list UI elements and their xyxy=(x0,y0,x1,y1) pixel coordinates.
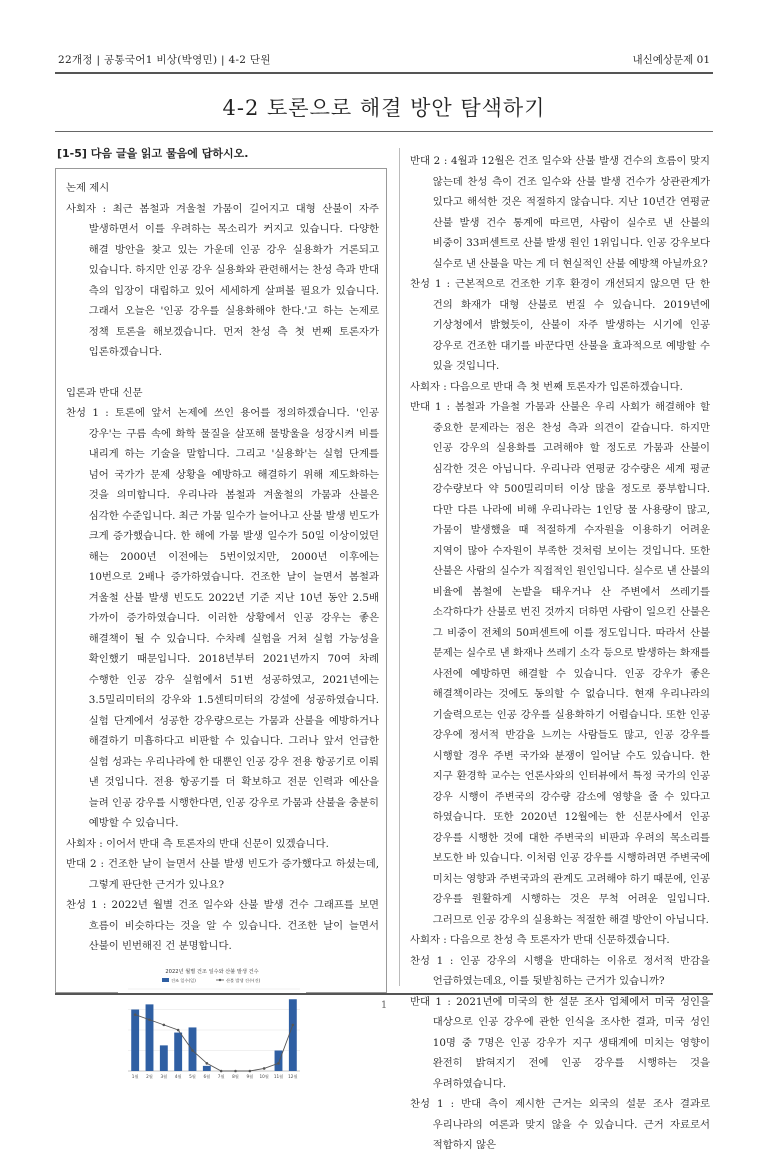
moderator-turn-2: 사회자 : 다음으로 반대 측 첫 번째 토론자가 입론하겠습니다. xyxy=(410,380,683,393)
chart-point xyxy=(163,1023,166,1026)
chart-x-tick-label: 8월 xyxy=(232,1073,239,1079)
header-divider xyxy=(55,72,713,74)
legend-bar-label: 건조 일수(일) xyxy=(171,977,196,983)
header-right: 내신예상문제 01 xyxy=(632,54,710,66)
chart-bar xyxy=(203,1065,211,1070)
spacer xyxy=(66,363,379,383)
negative-2-rebuttal: 반대 2 : 4월과 12월은 건조 일수와 산불 발생 건수의 흐름이 맞지 않는데 찬성 측이 건조 일수와 산불 발생 건수가 상관관계가 있다고 해석한 것은 적절하지 않습니다. 지난 10년간 연평균 산불 발생 건수 통계에 따르면, 사람이 실수로 낸 산불의 비중이 33퍼센트로 산불 발생 원인 1위입니다. 인공 강우보다 실수로 낸 산불을 막는 게 더 현실적인 산불 예방책 아닐까요? xyxy=(410,155,710,270)
title-divider xyxy=(55,131,713,132)
chart-x-tick-label: 10월 xyxy=(259,1073,269,1079)
section-heading-constructive: 입론과 반대 신문 xyxy=(66,386,143,399)
chart-x-tick-label: 5월 xyxy=(189,1073,196,1079)
negative-1-answer: 반대 1 : 2021년에 미국의 한 설문 조사 업체에서 미국 성인을 대상으로 인공 강우에 관한 인식을 조사한 결과, 미국 성인 10명 중 7명은 인공 강우가 지구 생태계에 미치는 영향이 완전히 밝혀지기 전에 인공 강우를 시행하는 것을 우려하였습니다. xyxy=(410,995,710,1090)
negative-2-question: 반대 2 : 건조한 날이 늘면서 산불 발생 빈도가 증가했다고 하셨는데, 그렇게 판단한 근거가 있나요? xyxy=(66,858,379,891)
affirmative-1-answer: 찬성 1 : 2022년 월별 건조 일수와 산불 발생 건수 그래프를 보면 흐름이 비슷하다는 것을 알 수 있습니다. 건조한 날이 늘면서 산불이 빈번해진 건 분명합니다. xyxy=(66,899,379,952)
chart-point xyxy=(134,1013,137,1016)
chart-x-tick-label: 2월 xyxy=(146,1073,153,1079)
chart-point xyxy=(191,1049,194,1052)
column-divider xyxy=(399,148,400,986)
chart-bar xyxy=(131,1009,139,1071)
chart-x-tick-label: 4월 xyxy=(174,1073,182,1079)
page-title: 4-2 토론으로 해결 방안 탐색하기 xyxy=(222,96,546,120)
chart-point xyxy=(292,1023,295,1026)
chart-x-tick-label: 1월 xyxy=(131,1073,139,1079)
chart-point xyxy=(206,1062,209,1065)
section-heading-proposition: 논제 제시 xyxy=(66,182,110,194)
chart-x-tick-label: 11월 xyxy=(273,1073,284,1079)
header-left: 22개정 | 공통국어1 비상(박영민) | 4-2 단원 xyxy=(58,54,271,66)
chart-x-tick-label: 12월 xyxy=(288,1073,298,1079)
chart-title: 2022년 월별 건조 일수와 산불 발생 건수 xyxy=(165,968,259,975)
drought-wildfire-chart xyxy=(118,963,306,1081)
affirmative-1-response: 찬성 1 : 근본적으로 건조한 기후 환경이 개선되지 않으면 단 한 건의 화재가 대형 산불로 번질 수 있습니다. 2019년에 기상청에서 밝혔듯이, 산불이 자주 발생하는 시기에 인공 강우로 건조한 대기를 바꾼다면 산불을 효과적으로 예방할 수 있을 것입니다. xyxy=(410,278,710,372)
chart-x-tick-label: 3월 xyxy=(160,1073,168,1079)
chart-point xyxy=(148,1018,151,1021)
footer-divider xyxy=(55,993,713,995)
moderator-opening: 사회자 : 최근 봄철과 겨울철 가뭄이 길어지고 대형 산불이 자주 발생하면서 이를 우려하는 목소리가 커지고 있습니다. 다양한 해결 방안을 찾고 있는 가운데 인공 강우 실용화가 거론되고 있습니다. 하지만 인공 강우 실용화와 관련해서는 찬성 측과 반대 측의 입장이 대립하고 있어 세세하게 살펴볼 필요가 있습니다. 그래서 오늘은 '인공 강우를 실용화해야 한다.'고 하는 논제로 정책 토론을 해보겠습니다. 먼저 찬성 측 첫 번째 토론자가 입론하겠습니다. xyxy=(66,202,379,358)
chart-svg xyxy=(118,963,306,1081)
affirmative-1-rebuttal: 찬성 1 : 반대 측이 제시한 근거는 외국의 설문 조사 결과로 우리나라의 여론과 맞지 않을 수 있습니다. 근거 자료로서 적합하지 않은 xyxy=(410,1098,710,1151)
legend-bar-swatch xyxy=(162,978,169,982)
page-number: 1 xyxy=(380,1000,388,1011)
chart-bar xyxy=(174,1032,182,1070)
chart-point xyxy=(177,1028,180,1031)
chart-bar xyxy=(160,1045,168,1071)
negative-1-constructive: 반대 1 : 봄철과 가을철 가뭄과 산불은 우리 사회가 해결해야 할 중요한 문제라는 점은 찬성 측과 의견이 같습니다. 하지만 인공 강우의 실용화를 고려해야 할 정도로 가뭄과 산불이 심각한 것은 아닙니다. 우리나라 연평균 강수량은 세계 평균 강수량보다 약 500밀리미터 이상 많을 정도로 풍부합니다. 다만 다른 나라에 비해 우리나라는 1인당 물 사용량이 많고, 가뭄이 발생했을 때 적절하게 수자원을 이용하기 어려운 지역이 많아 수자원이 부족한 것처럼 보이는 것입니다. 또한 산불은 사람의 실수가 직접적인 원인입니다. 실수로 낸 산불의 비율에 봄철에 논밭을 태우거나 산 주변에서 쓰레기를 소각하다가 산불로 번진 것까지 더하면 사람이 일으킨 산불은 그 비중이 전체의 50퍼센트에 이를 정도입니다. 따라서 산불 문제는 실수로 낸 화재나 쓰레기 소각 등으로 발생하는 화재를 사전에 예방하면 해결할 수 있습니다. 인공 강우가 좋은 해결책이라는 것에도 동의할 수 없습니다. 현재 우리나라의 기술력으로는 인공 강우를 실용화하기 어렵습니다. 또한 인공 강우에 정서적 반감을 느끼는 사람들도 많고, 인공 강우를 시행할 경우 주변 국가와 분쟁이 일어날 수도 있습니다. 한 지구 환경학 교수는 언론사와의 인터뷰에서 특정 국가의 인공 강우 시행이 주변국의 강수량 감소에 영향을 줄 수 있다고 하였습니다. 또한 2020년 12월에는 한 신문사에서 인공 강우를 시행한 것에 대한 주변국의 비판과 우려의 목소리를 보도한 바 있습니다. 이처럼 인공 강우를 시행하려면 주변국에 미치는 영향과 주변국과의 관계도 고려해야 하기 때문에, 인공 강우를 원활하게 시행하는 것은 무척 어려운 일입니다. 그러므로 인공 강우의 실용화는 적절한 해결 방안이 아닙니다. xyxy=(410,401,710,926)
chart-x-tick-label: 6월 xyxy=(203,1073,211,1079)
chart-point xyxy=(263,1067,266,1070)
moderator-turn-3: 사회자 : 다음으로 찬성 측 토론자가 반대 신문하겠습니다. xyxy=(410,934,670,946)
chart-x-tick-label: 9월 xyxy=(246,1073,254,1079)
affirmative-1-question: 찬성 1 : 인공 강우의 시행을 반대하는 이유로 정서적 반감을 언급하였는데요, 이를 뒷받침하는 근거가 있습니까? xyxy=(410,954,710,987)
question-instruction: [1-5] 다음 글을 읽고 물음에 답하시오. xyxy=(57,147,249,160)
legend-line-marker xyxy=(219,978,221,980)
chart-point xyxy=(249,1069,252,1072)
legend-line-label: 산불 발생 건수(건) xyxy=(226,977,261,983)
affirmative-1-constructive: 찬성 1 : 토론에 앞서 논제에 쓰인 용어를 정의하겠습니다. '인공 강우'는 구름 속에 화학 물질을 살포해 물방울을 성장시켜 비를 내리게 하는 기술을 말합니다. 그리고 '실용화'는 실험 단계를 넘어 국가가 문제 상황을 예방하고 해결하기 위해 제도화하는 것을 의미합니다. 우리나라 봄철과 겨울철의 가뭄과 산불은 심각한 수준입니다. 최근 가뭄 일수가 늘어나고 산불 발생 빈도가 크게 증가했습니다. 한 해에 가뭄 발생 일수가 50일 이상이었던 해는 2000년 이전에는 5번이었지만, 2000년 이후에는 10번으로 2배나 증가하였습니다. 건조한 날이 늘면서 봄철과 겨울철 산불 발생 빈도도 2022년 기준 지난 10년 동안 2.5배 가까이 증가하였습니다. 이러한 상황에서 인공 강우는 좋은 해결책이 될 수 있습니다. 수차례 실험을 거쳐 실험 가능성을 확인했기 때문입니다. 2018년부터 2021년까지 70여 차례 수행한 인공 강우 실험에서 51번 성공하였고, 2021년에는 3.5밀리미터의 강우와 1.5센티미터의 강설에 성공하였습니다. 실험 단계에서 성공한 강우량으로는 가뭄과 산불을 예방하거나 해결하기 미흡하다고 비판할 수 있습니다. 그러나 앞서 언급한 실험 성과는 우리나라에 한 대뿐인 인공 강우 전용 항공기로 이뤄 낸 것입니다. 전용 항공기를 더 확보하고 전문 인력과 예산을 늘려 인공 강우를 시행한다면, 인공 강우로 가뭄과 산불을 충분히 예방할 수 있습니다. xyxy=(66,407,379,829)
left-column xyxy=(66,178,379,1081)
chart-point xyxy=(277,1062,280,1065)
chart-bar xyxy=(275,1050,283,1071)
chart-x-tick-label: 7월 xyxy=(217,1073,225,1079)
moderator-turn: 사회자 : 이어서 반대 측 토론자의 반대 신문이 있겠습니다. xyxy=(66,837,329,850)
chart-point xyxy=(234,1069,237,1072)
chart-point xyxy=(220,1069,223,1072)
chart-bar xyxy=(146,1004,154,1071)
